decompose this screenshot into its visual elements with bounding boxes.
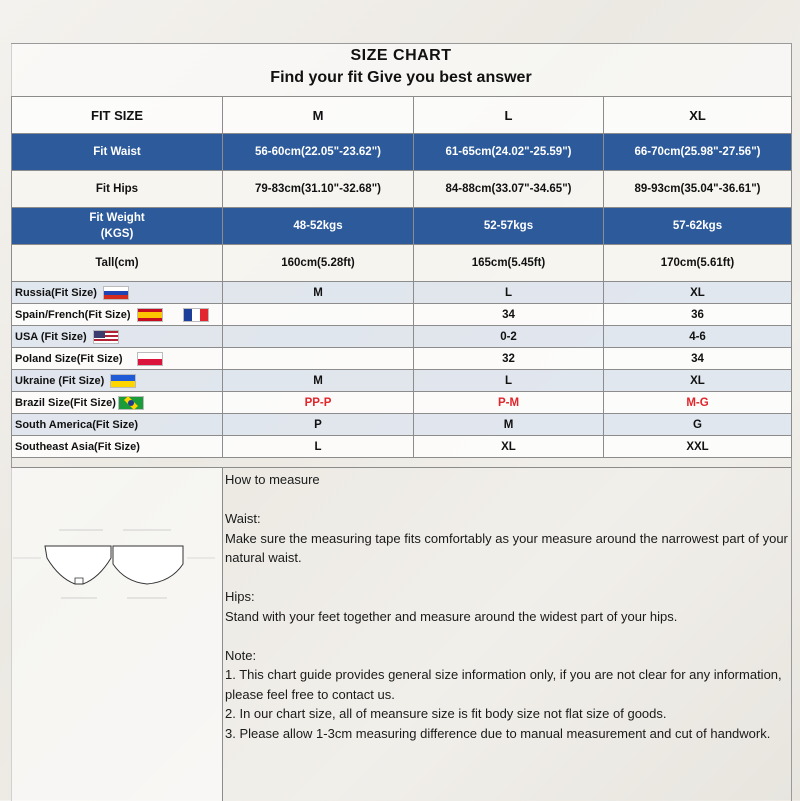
cell: 84-88cm(33.07"-34.65")	[414, 171, 604, 208]
ukraine-flag-icon	[110, 374, 136, 388]
cell	[223, 326, 414, 348]
cell: L	[414, 282, 604, 304]
country-label	[12, 414, 223, 436]
cell: 66-70cm(25.98"-27.56")	[604, 134, 792, 171]
row-label: Fit Hips	[12, 171, 223, 208]
row-fit-weight	[12, 208, 792, 245]
note-1: 1. This chart guide provides general size information only, if you are not clear for any information, please feel free to contact us.	[225, 667, 782, 702]
cell: XL	[604, 370, 792, 392]
how-to-measure-section	[11, 467, 791, 801]
russia-flag-icon	[103, 286, 129, 300]
row-label-line1: Fit Weight	[89, 212, 145, 224]
row-russia	[12, 282, 792, 304]
brazil-flag-icon	[118, 396, 144, 410]
row-southeast-asia	[12, 436, 792, 458]
row-label: Tall(cm)	[12, 245, 223, 282]
country-name: Ukraine (Fit Size)	[15, 374, 105, 387]
cell: 0-2	[414, 326, 604, 348]
hips-text: Stand with your feet together and measure around the widest part of your hips.	[225, 608, 678, 624]
cell: 57-62kgs	[604, 208, 792, 245]
cell: L	[223, 436, 414, 458]
note-2: 2. In our chart size, all of meansure size is fit body size not flat size of goods.	[225, 706, 667, 721]
note-3: 3. Please allow 1-3cm measuring difference due to manual measurement and cut of handwork.	[225, 725, 771, 741]
cell	[223, 304, 414, 326]
cell: 48-52kgs	[223, 208, 414, 245]
country-label	[12, 282, 223, 304]
country-name: Brazil Size(Fit Size)	[15, 396, 116, 409]
title-block	[11, 44, 791, 96]
cell: 36	[604, 304, 792, 326]
row-label	[12, 208, 223, 245]
country-name: Spain/French(Fit Size)	[15, 308, 131, 321]
country-label	[12, 436, 223, 458]
cell: 89-93cm(35.04"-36.61")	[604, 171, 792, 208]
note-title: Note:	[225, 647, 257, 663]
howto-heading: How to measure	[225, 472, 320, 487]
france-flag-icon	[183, 308, 209, 322]
cell: P-M	[414, 392, 604, 414]
cell: G	[604, 414, 792, 436]
header-row	[12, 97, 792, 134]
cell: M	[223, 282, 414, 304]
cell: 34	[604, 348, 792, 370]
cell: 79-83cm(31.10"-32.68")	[223, 171, 414, 208]
poland-flag-icon	[137, 352, 163, 366]
cell: 32	[414, 348, 604, 370]
hips-title: Hips:	[225, 589, 255, 604]
cell: PP-P	[223, 392, 414, 414]
row-tall	[12, 245, 792, 282]
cell: 34	[414, 304, 604, 326]
country-name: Poland Size(Fit Size)	[15, 352, 123, 365]
cell: 52-57kgs	[414, 208, 604, 245]
header-size-m: M	[223, 97, 414, 134]
measure-illustration	[11, 468, 223, 801]
usa-flag-icon	[93, 330, 119, 344]
cell: 170cm(5.61ft)	[604, 245, 792, 282]
cell: L	[414, 370, 604, 392]
country-label	[12, 304, 223, 326]
row-poland	[12, 348, 792, 370]
cell: XXL	[604, 436, 792, 458]
country-label	[12, 392, 223, 414]
header-size-l: L	[414, 97, 604, 134]
cell: XL	[604, 282, 792, 304]
cell: XL	[414, 436, 604, 458]
chart-title: SIZE CHART	[350, 47, 452, 64]
row-ukraine	[12, 370, 792, 392]
chart-subtitle: Find your fit Give you best answer	[270, 69, 532, 86]
row-south-america	[12, 414, 792, 436]
cell: M-G	[604, 392, 792, 414]
briefs-diagram-icon	[11, 518, 222, 618]
row-fit-hips	[12, 171, 792, 208]
country-name: Southeast Asia(Fit Size)	[15, 440, 140, 453]
cell	[223, 348, 414, 370]
row-spain-french	[12, 304, 792, 326]
country-name: USA (Fit Size)	[15, 330, 87, 343]
cell: 56-60cm(22.05"-23.62")	[223, 134, 414, 171]
cell: 61-65cm(24.02"-25.59")	[414, 134, 604, 171]
waist-text: Make sure the measuring tape fits comfortably as your measure around the narrowest part of your natural waist.	[225, 530, 788, 565]
spain-flag-icon	[137, 308, 163, 322]
country-label	[12, 348, 223, 370]
row-brazil	[12, 392, 792, 414]
country-name: Russia(Fit Size)	[15, 286, 97, 299]
cell: 165cm(5.45ft)	[414, 245, 604, 282]
cell: M	[223, 370, 414, 392]
header-size-xl: XL	[604, 97, 792, 134]
cell: 160cm(5.28ft)	[223, 245, 414, 282]
row-label: Fit Waist	[12, 134, 223, 171]
waist-title: Waist:	[225, 511, 261, 526]
row-label-line2: (KGS)	[100, 228, 134, 240]
country-name: South America(Fit Size)	[15, 418, 139, 431]
cell: M	[414, 414, 604, 436]
size-table	[11, 96, 792, 458]
row-usa	[12, 326, 792, 348]
country-label	[12, 370, 223, 392]
measure-instructions	[225, 470, 789, 743]
cell: 4-6	[604, 326, 792, 348]
row-fit-waist	[12, 134, 792, 171]
country-label	[12, 326, 223, 348]
header-fit-size: FIT SIZE	[12, 97, 223, 134]
cell: P	[223, 414, 414, 436]
